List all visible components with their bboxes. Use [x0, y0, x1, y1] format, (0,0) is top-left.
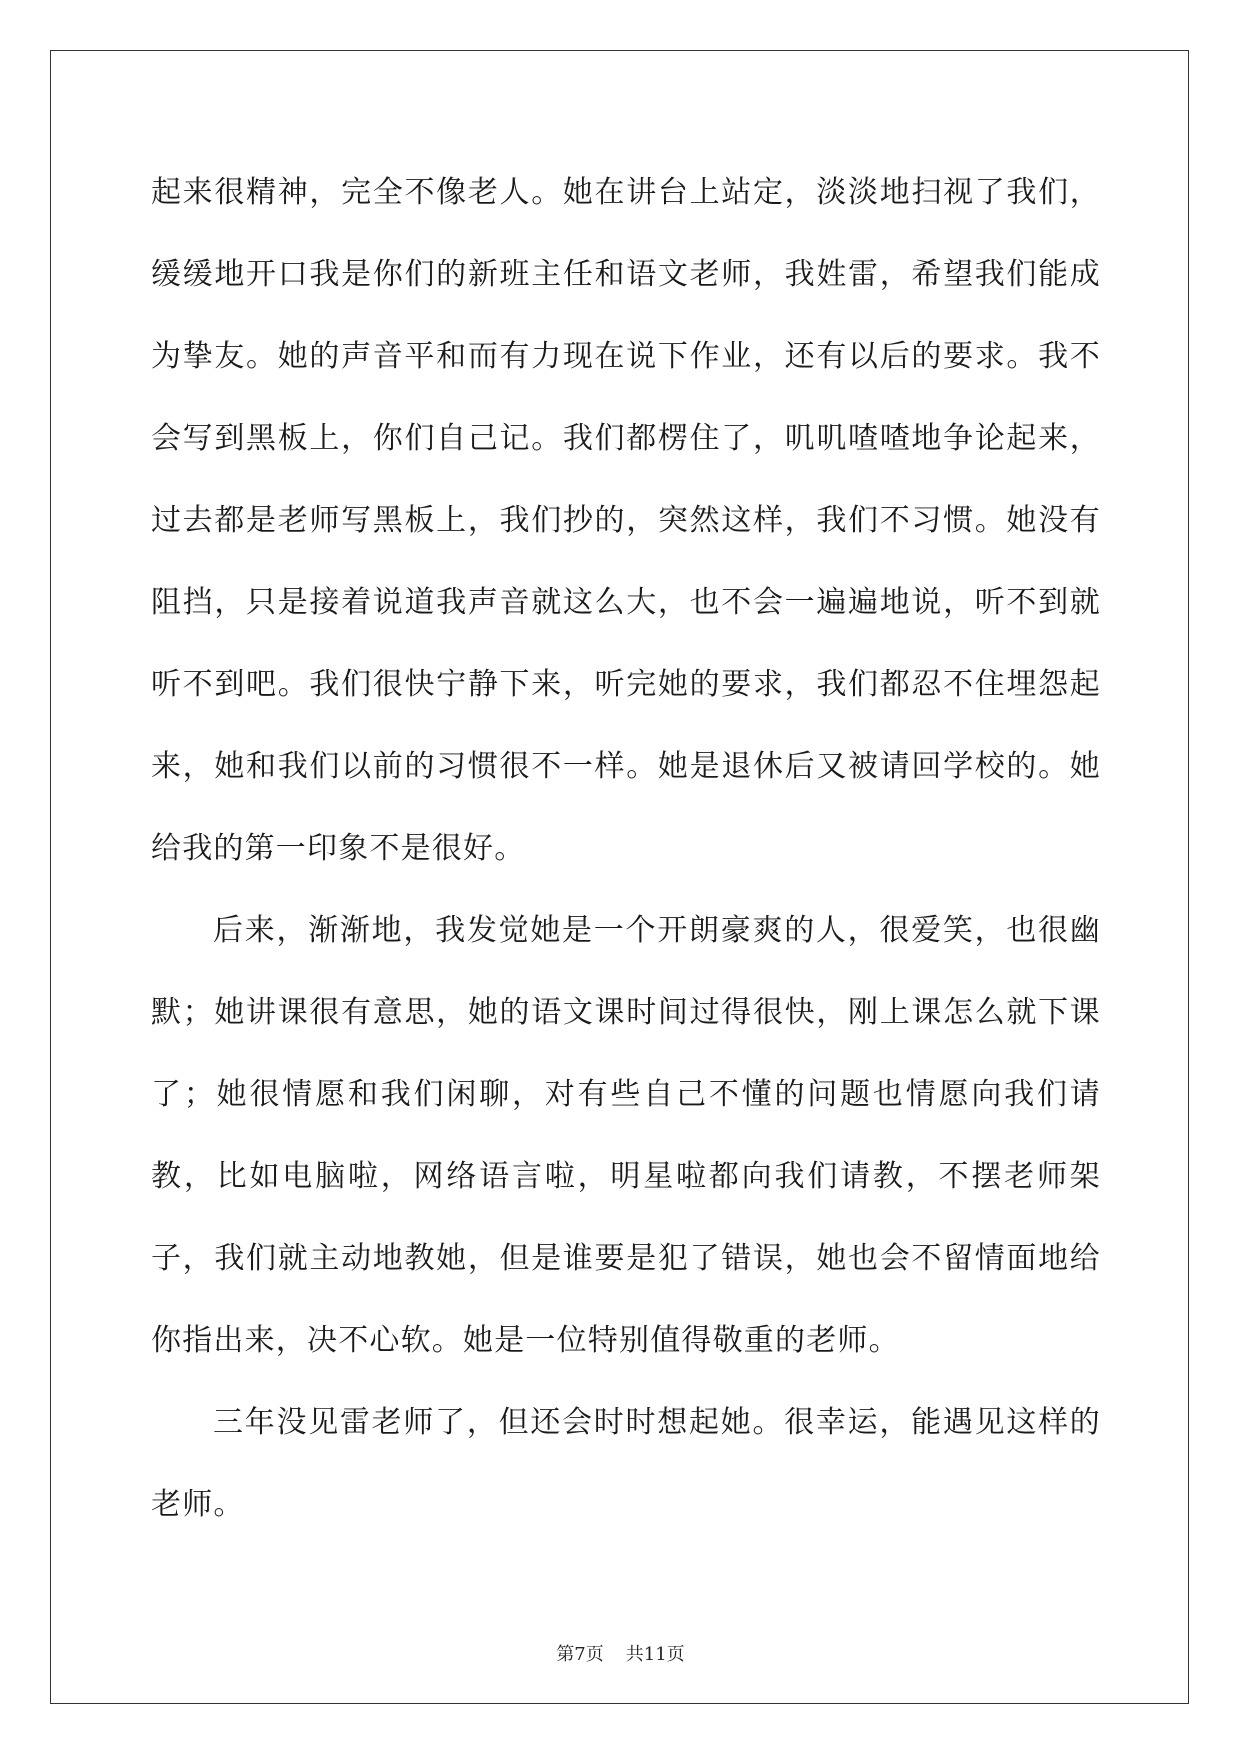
page-number: 第7页 — [556, 1644, 604, 1665]
paragraph-2: 后来，渐渐地，我发觉她是一个开朗豪爽的人，很爱笑，也很幽默；她讲课很有意思，她的语文课时间过得很快，刚上课怎么就下课了；她很情愿和我们闲聊，对有些自己不懂的问题也情愿向我们请教，比如电脑啦，网络语言啦，明星啦都向我们请教，不摆老师架子，我们就主动地教她，但是谁要是犯了错误，她也会不留情面地给你指出来，决不心软。她是一位特别值得敬重的老师。 — [151, 913, 1101, 1358]
total-pages: 共11页 — [625, 1644, 685, 1665]
paragraph-1: 起来很精神，完全不像老人。她在讲台上站定，淡淡地扫视了我们，缓缓地开口我是你们的新班主任和语文老师，我姓雷，希望我们能成为挚友。她的声音平和而有力现在说下作业，还有以后的要求。我不会写到黑板上，你们自己记。我们都楞住了，叽叽喳喳地争论起来，过去都是老师写黑板上，我们抄的，突然这样，我们不习惯。她没有阻挡，只是接着说道我声音就这么大，也不会一遍遍地说，听不到就听不到吧。我们很快宁静下来，听完她的要求，我们都忍不住埋怨起来，她和我们以前的习惯很不一样。她是退休后又被请回学校的。她给我的第一印象不是很好。 — [151, 175, 1101, 866]
page-footer — [0, 1640, 1241, 1666]
document-body — [151, 152, 1101, 1546]
paragraph-3: 三年没见雷老师了，但还会时时想起她。很幸运，能遇见这样的老师。 — [151, 1405, 1101, 1522]
